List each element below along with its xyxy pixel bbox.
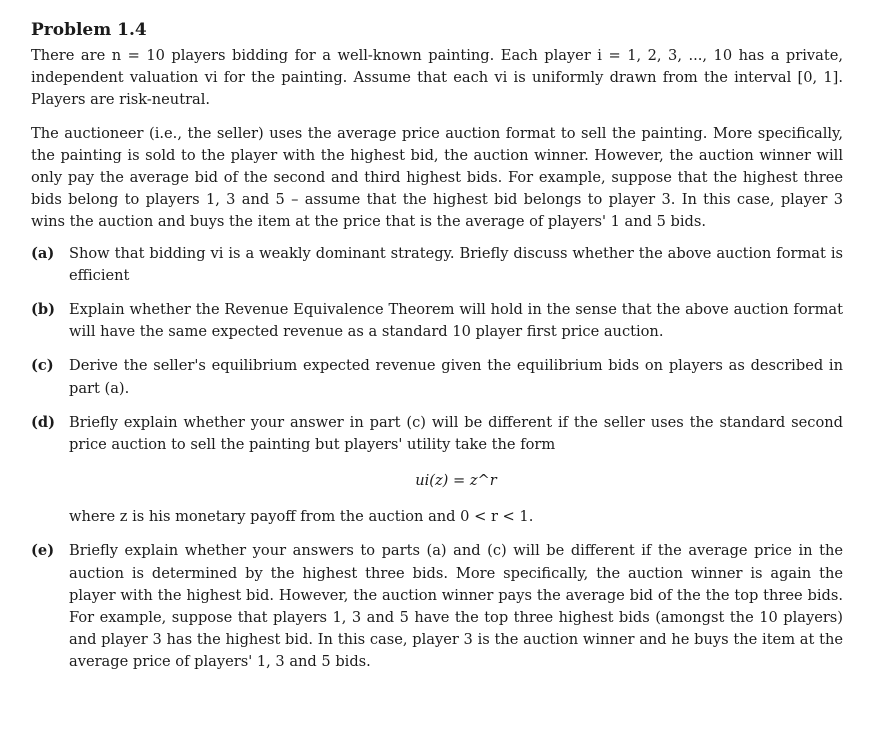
part-c-text: Derive the seller's equilibrium expected revenue given the equilibrium bids on players as described in part (a). <box>69 357 843 397</box>
part-d <box>31 412 843 529</box>
part-c <box>31 355 843 399</box>
part-a-label: (a) <box>31 244 55 262</box>
part-c-label: (c) <box>31 357 54 375</box>
utility-equation: ui(z) = z^r <box>415 472 497 490</box>
problem-title: Problem 1.4 <box>31 20 147 40</box>
part-d-text: Briefly explain whether your answer in part (c) will be different if the seller uses the standard second price auction to sell the painting but players' utility take the form <box>69 413 843 454</box>
part-a <box>31 243 843 287</box>
part-e-label: (e) <box>31 542 55 560</box>
part-e <box>31 540 843 673</box>
part-e-text: Briefly explain whether your answers to parts (a) and (c) will be different if the average price in the auction is determined by the highest three bids. More specifically, the auction winner is again the player with the highest bid. However, the auction winner pays the average bid of the the top three bids. For example, suppose that players 1, 3 and 5 have the top three highest bids (amongst the 10 players) and player 3 has the highest bid. In this case, player 3 is the auction winner and he buys the item at the average price of players' 1, 3 and 5 bids. <box>69 542 843 671</box>
part-d-label: (d) <box>31 413 56 431</box>
problem-parts <box>31 243 843 674</box>
problem-intro: There are n = 10 players bidding for a well-known painting. Each player i = 1, 2, 3, ..., 10 has a private, independent valuation vi for the painting. Assume that each vi is uniformly drawn from the interval [0, 1]. Players are risk-neutral. <box>31 47 843 109</box>
part-b-label: (b) <box>31 301 56 319</box>
part-a-text: Show that bidding vi is a weakly dominant strategy. Briefly discuss whether the above auction format is efficient <box>69 244 843 284</box>
part-b <box>31 299 843 343</box>
problem-setup: The auctioneer (i.e., the seller) uses the average price auction format to sell the painting. More specifically, the painting is sold to the player with the highest bid, the auction winner. However, the auction winner will only pay the average bid of the second and third highest bids. For example, suppose that the highest three bids belong to players 1, 3 and 5 – assume that the highest bid belongs to player 3. In this case, player 3 wins the auction and buys the item at the price that is the average of players' 1 and 5 bids. <box>31 124 843 231</box>
part-d-after: where z is his monetary payoff from the auction and 0 < r < 1. <box>69 508 534 526</box>
problem-page <box>31 18 843 686</box>
part-b-text: Explain whether the Revenue Equivalence Theorem will hold in the sense that the above auction format will have the same expected revenue as a standard 10 player first price auction. <box>69 301 843 341</box>
